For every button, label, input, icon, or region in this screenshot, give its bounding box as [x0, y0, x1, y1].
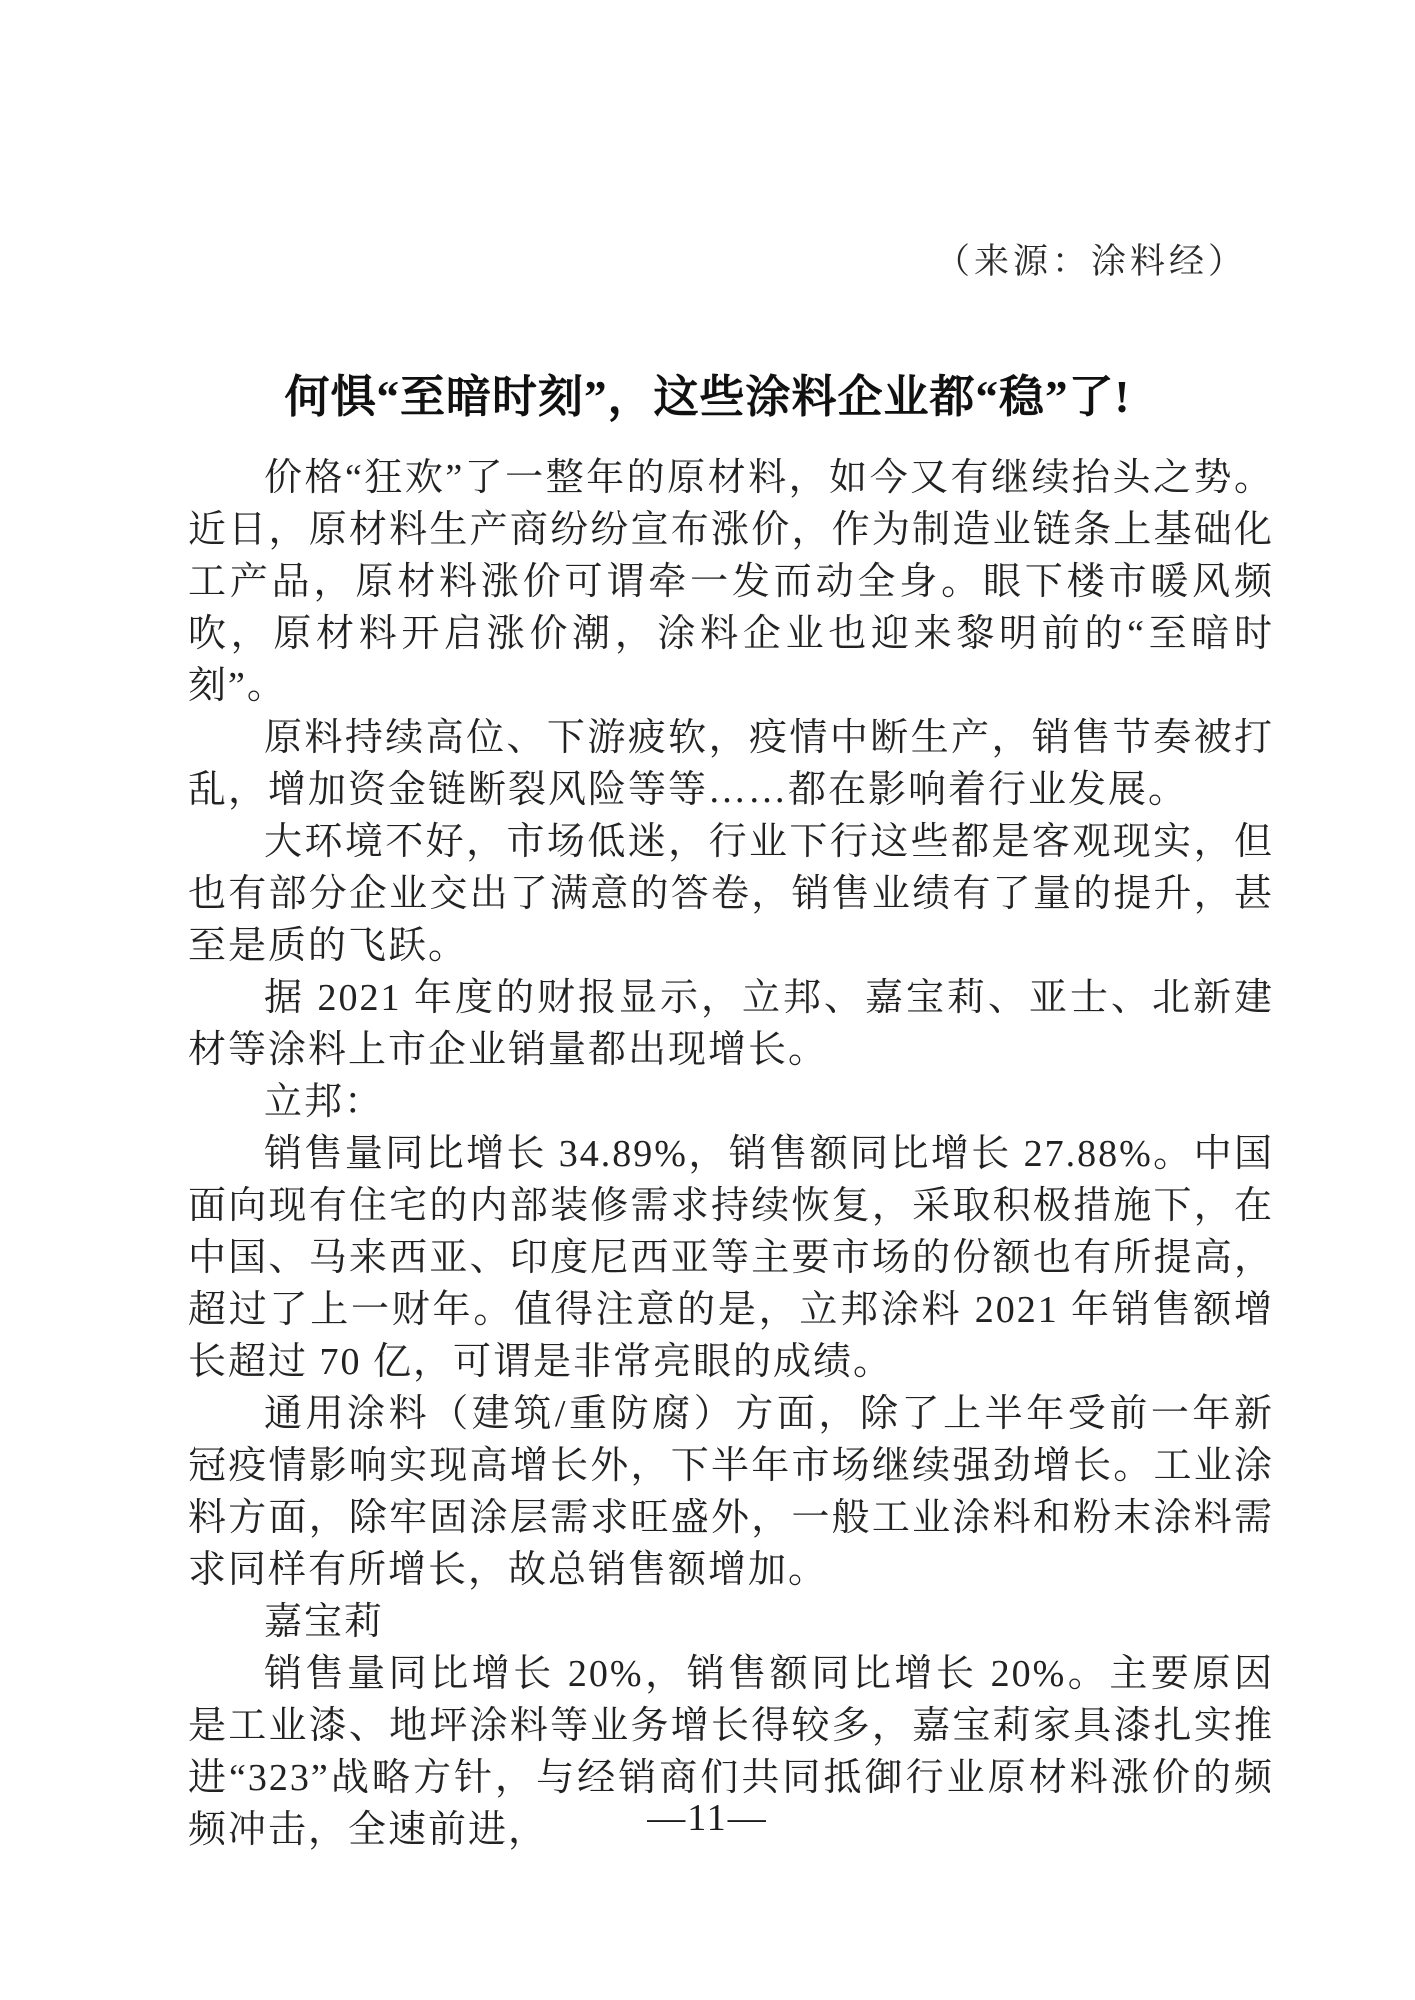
page-number: —11—: [647, 1797, 768, 1839]
paragraph-nippon-results: 销售量同比增长 34.89%，销售额同比增长 27.88%。中国面向现有住宅的内部装修需求持续恢复，采取积极措施下，在中国、马来西亚、印度尼西亚等主要市场的份额也有所提高，超过了上一财年。值得注意的是，立邦涂料 2021 年销售额增长超过 70 亿，可谓是非常亮眼的成绩。: [188, 1133, 1274, 1383]
paragraph-nippon-heading: 立邦：: [264, 1081, 385, 1123]
paragraph-carpoly-results: 销售量同比增长 20%，销售额同比增长 20%。主要原因是工业漆、地坪涂料等业务增长得较多，嘉宝莉家具漆扎实推进“323”战略方针，与经销商们共同抵御行业原材料涨价的频频冲击，全速前进，: [188, 1653, 1274, 1851]
paragraph-market: 大环境不好，市场低迷，行业下行这些都是客观现实，但也有部分企业交出了满意的答卷，销售业绩有了量的提升，甚至是质的飞跃。: [188, 821, 1274, 967]
article-title: 何惧“至暗时刻”，这些涂料企业都“稳”了!: [284, 372, 1131, 422]
paragraph-report-overview: 据 2021 年度的财报显示，立邦、嘉宝莉、亚士、北新建材等涂料上市企业销量都出现增长。: [188, 977, 1274, 1071]
paragraph-nippon-segments: 通用涂料（建筑/重防腐）方面，除了上半年受前一年新冠疫情影响实现高增长外，下半年市场继续强劲增长。工业涂料方面，除牢固涂层需求旺盛外，一般工业涂料和粉末涂料需求同样有所增长，故总销售额增加。: [188, 1393, 1274, 1591]
paragraph-carpoly-heading: 嘉宝莉: [264, 1601, 385, 1643]
paragraph-intro: 价格“狂欢”了一整年的原材料，如今又有继续抬头之势。近日，原材料生产商纷纷宣布涨价，作为制造业链条上基础化工产品，原材料涨价可谓牵一发而动全身。眼下楼市暖风频吹，原材料开启涨价潮，涂料企业也迎来黎明前的“至暗时刻”。: [188, 457, 1274, 707]
article-body: [188, 452, 1274, 1856]
paragraph-risks: 原料持续高位、下游疲软，疫情中断生产，销售节奏被打乱，增加资金链断裂风险等等……都在影响着行业发展。: [188, 717, 1274, 811]
source-attribution: （来源：涂料经）: [934, 242, 1247, 281]
